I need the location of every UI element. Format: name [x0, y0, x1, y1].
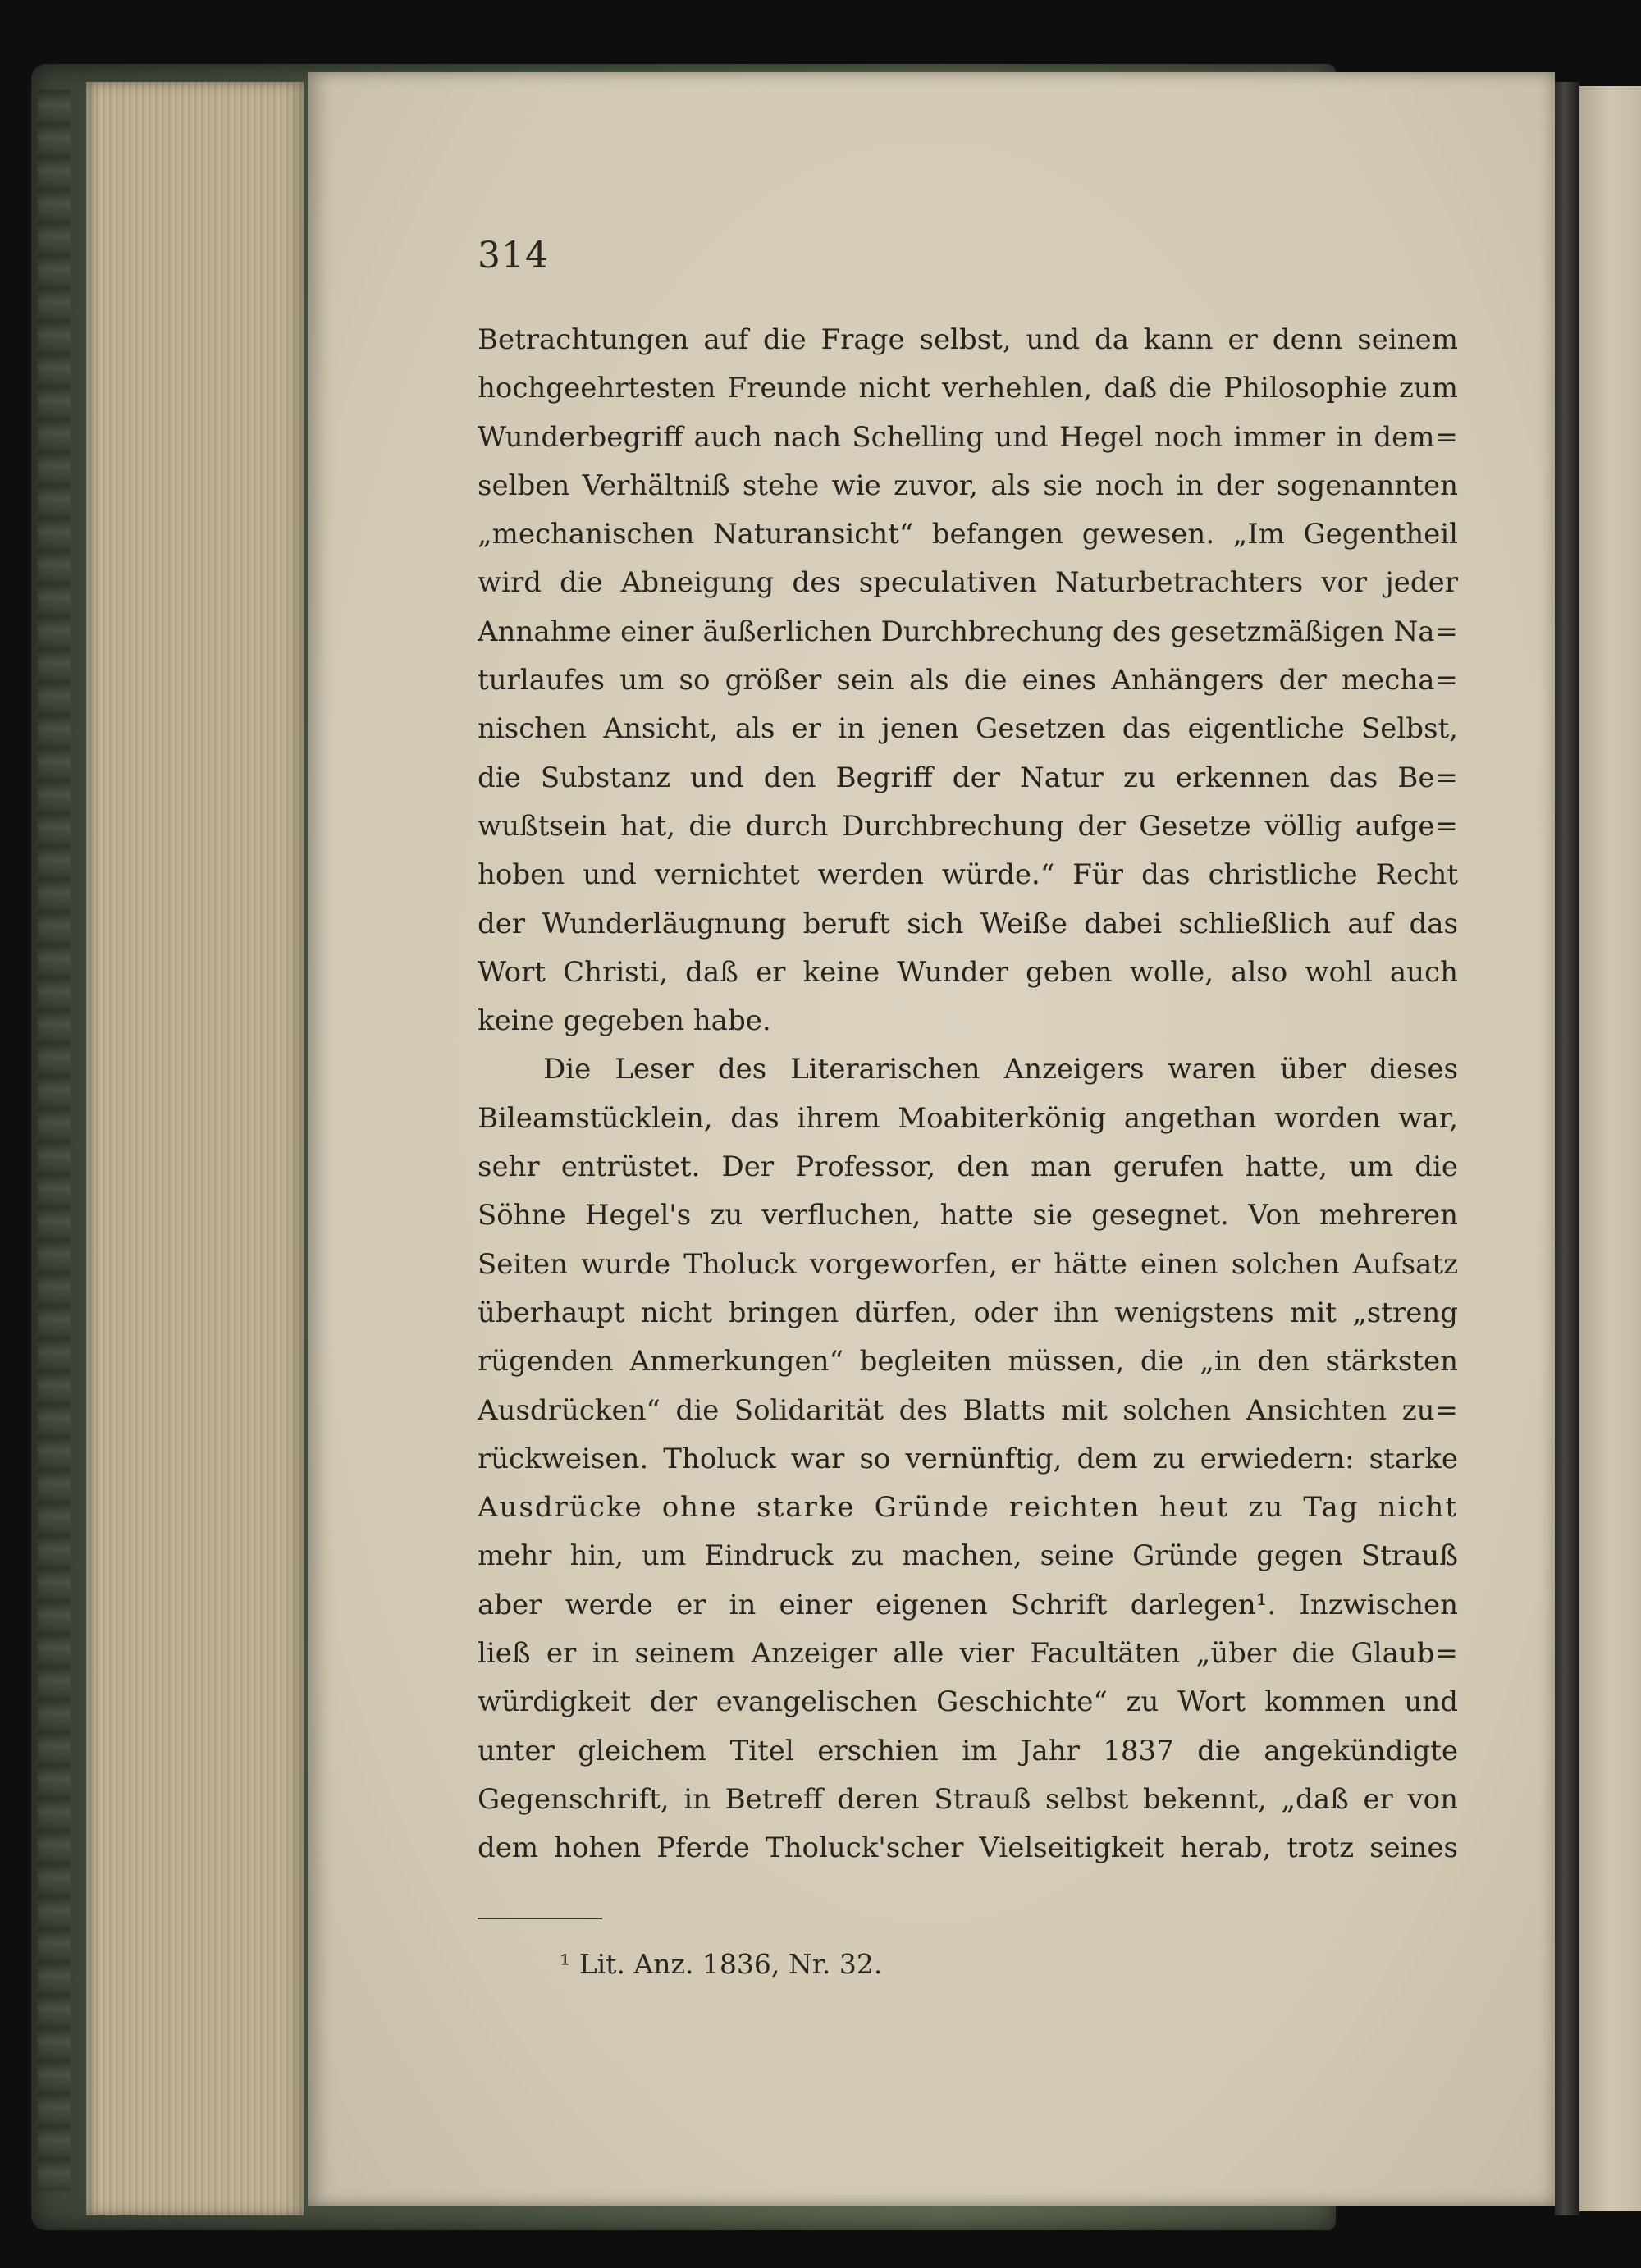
page-block-edges [86, 82, 304, 2215]
text-line: Annahme einer äußerlichen Durchbrechung des gesetzmäßigen Na= [478, 615, 1458, 648]
book-gutter [1555, 82, 1579, 2215]
text-line: turlaufes um so größer sein als die eines Anhängers der mecha= [478, 664, 1458, 697]
text-line: wird die Abneigung des speculativen Naturbetrachters vor jeder [478, 566, 1458, 600]
text-line: rückweisen. Tholuck war so vernünftig, dem zu erwiedern: starke [478, 1442, 1458, 1475]
facing-page-edge [1579, 86, 1641, 2211]
text-line: rügenden Anmerkungen“ begleiten müssen, die „in den stärksten [478, 1345, 1458, 1379]
text-line: Söhne Hegel's zu verfluchen, hatte sie gesegnet. Von mehreren [478, 1199, 1458, 1232]
footnote-rule [478, 1918, 602, 1919]
text-line: Gegenschrift, in Betreff deren Strauß selbst bekennt, „daß er von [478, 1782, 1458, 1816]
text-line: Ausdrücke ohne starke Gründe reichten heut zu Tag nicht [478, 1491, 1458, 1525]
text-line: hochgeehrtesten Freunde nicht verhehlen, daß die Philosophie zum [478, 372, 1458, 405]
text-line: Wort Christi, daß er keine Wunder geben wolle, also wohl auch [478, 955, 1458, 989]
text-line: unter gleichem Titel erschien im Jahr 1837 die angekündigte [478, 1734, 1458, 1767]
text-line: der Wunderläugnung beruft sich Weiße dabei schließlich auf das [478, 907, 1458, 940]
text-line: Ausdrücken“ die Solidarität des Blatts mit solchen Ansichten zu= [478, 1393, 1458, 1427]
text-line: „mechanischen Naturansicht“ befangen gewesen. „Im Gegentheil [478, 518, 1458, 551]
text-line: dem hohen Pferde Tholuck'scher Vielseitigkeit herab, trotz seines [478, 1831, 1458, 1865]
footnote: ¹ Lit. Anz. 1836, Nr. 32. [560, 1948, 883, 1980]
text-line: mehr hin, um Eindruck zu machen, seine Gründe gegen Strauß [478, 1539, 1458, 1573]
text-line: Betrachtungen auf die Frage selbst, und da kann er denn seinem [478, 323, 1458, 356]
text-line: überhaupt nicht bringen dürfen, oder ihn wenigstens mit „streng [478, 1296, 1458, 1329]
cover-spine-wear [38, 90, 71, 2191]
text-line: würdigkeit der evangelischen Geschichte“ zu Wort kommen und [478, 1685, 1458, 1719]
text-line: Bileamstücklein, das ihrem Moabiterkönig angethan worden war, [478, 1101, 1458, 1135]
text-line: Die Leser des Literarischen Anzeigers waren über dieses [543, 1053, 1458, 1086]
text-line: ließ er in seinem Anzeiger alle vier Facultäten „über die Glaub= [478, 1637, 1458, 1671]
page-number: 314 [478, 235, 549, 277]
text-line: nischen Ansicht, als er in jenen Gesetzen das eigentliche Selbst, [478, 712, 1458, 746]
text-line: Seiten wurde Tholuck vorgeworfen, er hätte einen solchen Aufsatz [478, 1247, 1458, 1281]
text-line: wußtsein hat, die durch Durchbrechung der Gesetze völlig aufge= [478, 809, 1458, 843]
text-line: hoben und vernichtet werden würde.“ Für das christliche Recht [478, 858, 1458, 892]
text-line: sehr entrüstet. Der Professor, den man gerufen hatte, um die [478, 1150, 1458, 1184]
text-line: die Substanz und den Begriff der Natur zu erkennen das Be= [478, 761, 1458, 794]
text-line: aber werde er in einer eigenen Schrift darlegen¹. Inzwischen [478, 1588, 1458, 1621]
text-line: Wunderbegriff auch nach Schelling und Hegel noch immer in dem= [478, 420, 1458, 454]
body-text [478, 316, 1458, 1873]
text-line: keine gegeben habe. [478, 1004, 771, 1038]
text-line: selben Verhältniß stehe wie zuvor, als sie noch in der sogenannten [478, 469, 1458, 502]
